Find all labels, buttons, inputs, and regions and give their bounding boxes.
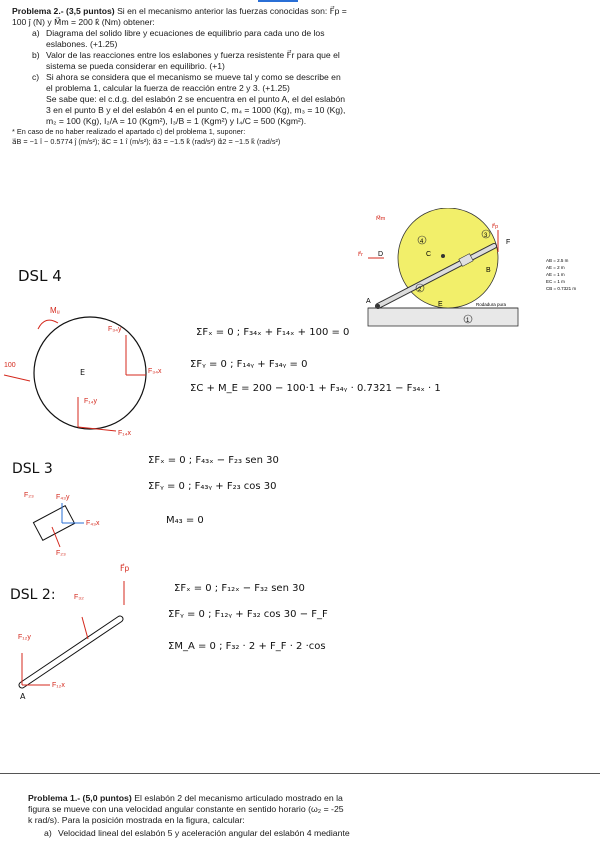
item-c-data-2: 3 en el punto B y el del eslabón 4 en el punto C, m₄ = 1000 (Kg), m₃ = 10 (Kg),: [46, 105, 346, 115]
force-mm: M⃗m: [376, 216, 386, 222]
dsl4-f34x: F₃₄x: [148, 368, 162, 375]
dsl4-left-arrow: [4, 375, 30, 381]
item-c-text-2: el problema 1, calcular la fuerza de reacción entre 2 y 3. (+1.25): [46, 83, 290, 93]
dsl3-eq3: M₄₃ = 0: [166, 515, 204, 526]
dsl4-f34y: F₃₄y: [108, 326, 122, 333]
item-c-label: c): [32, 72, 40, 82]
dsl3-f23-arrow: [52, 527, 60, 547]
dsl2-f12y: F₁₂y: [18, 634, 31, 641]
problem-2-intro: [12, 6, 424, 17]
dsl3-eq1: ΣFₓ = 0 ; F₄₃ₓ − F₂₃ sen 30: [148, 455, 279, 466]
problem-1-text-2: figura se mueve con una velocidad angular constante en sentido horario (ω₂ = -25: [28, 804, 344, 814]
dsl3-title: DSL 3: [12, 461, 53, 477]
blue-mark: [258, 0, 298, 2]
dsl4-mu-arrow: [38, 320, 58, 329]
link-3-number: 3: [484, 233, 488, 239]
problem-2-intro-1: Si en el mecanismo anterior las fuerzas conocidas son: F⃗p =: [117, 6, 347, 16]
dsl4-title: DSL 4: [18, 267, 62, 285]
dsl2-link-inner: [22, 619, 120, 685]
top-strip: [0, 0, 600, 4]
page-divider: [0, 773, 600, 774]
item-a: [32, 28, 424, 50]
item-c-data-1: Se sabe que: el c.d.g. del eslabón 2 se encuentra en el punto A, el del eslabón: [46, 94, 346, 104]
problem-2-intro-2: 100 ĵ (N) y M⃗m = 200 k̂ (Nm) obtener:: [12, 17, 155, 27]
dsl2-fp: F⃗p: [120, 564, 130, 573]
label-e: E: [438, 301, 443, 308]
item-b: [32, 50, 424, 72]
dsl4-e: E: [80, 368, 86, 377]
note-1: * En caso de no haber realizado el apartado c) del problema 1, suponer:: [12, 127, 246, 136]
force-fp: F⃗p: [492, 224, 499, 230]
ground-text: Rodadura pura: [476, 302, 507, 307]
dsl2-eq2: ΣFᵧ = 0 ; F₁₂ᵧ + F₃₂ cos 30 − F_F: [168, 609, 328, 620]
dsl3-f43y: F₄₃y: [56, 494, 70, 501]
dsl4-f14y: F₁₄y: [84, 398, 97, 405]
dsl3-f23b: F₂₃: [56, 550, 66, 557]
note-2: a⃗B = −1 î − 0.5774 ĵ (m/s²); a⃗C = 1 î (m/s²); α⃗3 = −1.5 k̂ (rad/s²) α⃗2 = −1.5 k̂ (rad/s²): [12, 136, 281, 146]
problem-1-text-1: El eslabón 2 del mecanismo articulado mostrado en la: [134, 793, 343, 803]
dim-2: AE = 1 m: [546, 272, 565, 277]
dim-3: EC = 1 m: [546, 279, 565, 284]
dsl3-eq2: ΣFᵧ = 0 ; F₄₃ᵧ + F₂₃ cos 30: [148, 481, 277, 492]
problem-1-item-a-label: a): [44, 828, 52, 838]
dsl4-eq2: ΣFᵧ = 0 ; F₁₄ᵧ + F₃₄ᵧ = 0: [190, 359, 308, 370]
dsl4-eq1: ΣFₓ = 0 ; F₃₄ₓ + F₁₄ₓ + 100 = 0: [196, 327, 350, 338]
label-a: A: [366, 298, 371, 305]
dsl4-wheel: [34, 317, 146, 429]
item-b-text-2: sistema se pueda considerar en equilibrio. (+1): [46, 61, 225, 71]
label-c: C: [426, 251, 432, 258]
label-f: F: [506, 239, 511, 246]
problem-1-title: Problema 1.- (5,0 puntos): [28, 793, 132, 803]
dsl3-f43x: F₄₃x: [86, 520, 100, 527]
problem-1-text-3: k rad/s). Para la posición mostrada en la figura, calcular:: [28, 815, 245, 825]
dsl2-f32: F₃₂: [74, 594, 84, 601]
dim-0: AB = 2.5 m: [546, 258, 569, 263]
problem-1-item-a-text: Velocidad lineal del eslabón 5 y aceleración angular del eslabón 4 mediante: [58, 828, 350, 838]
problem-2-title: Problema 2.- (3,5 puntos): [12, 6, 115, 16]
dsl3-f23: F₂₃: [24, 492, 34, 499]
label-d: D: [378, 251, 384, 258]
item-c: [32, 72, 424, 127]
item-a-text-1: Diagrama del solido libre y ecuaciones de equilibrio para cada uno de los: [46, 28, 325, 38]
dsl2-f32-arrow: [82, 617, 88, 639]
ground-number: 1: [466, 318, 470, 324]
label-b: B: [486, 267, 491, 274]
dsl2-title: DSL 2:: [10, 587, 56, 603]
link-2-number: 2: [418, 287, 422, 293]
item-b-label: b): [32, 50, 40, 60]
dsl2-eq3: ΣM_A = 0 ; F₃₂ · 2 + F_F · 2 ·cos: [168, 641, 326, 652]
problem-1-statement: [28, 793, 440, 839]
dsl2-f12x: F₁₂x: [52, 682, 65, 689]
problem-2-statement: [12, 6, 424, 146]
dsl2-label-a: A: [20, 692, 26, 701]
dsl2-eq1: ΣFₓ = 0 ; F₁₂ₓ − F₃₂ sen 30: [174, 583, 305, 594]
item-c-data-3: m₂ = 100 (Kg), I₂/A = 10 (Kgm²), I₃/B = 1 (Kgm²) y I₄/C = 500 (Kgm²).: [46, 116, 307, 126]
handwritten-solution: [0, 255, 600, 715]
dsl4-eq3: ΣC + M_E = 200 − 100·1 + F₃₄ᵧ · 0.7321 − F₃₄ₓ · 1: [190, 383, 441, 394]
item-a-label: a): [32, 28, 40, 38]
item-a-text-2: eslabones. (+1.25): [46, 39, 118, 49]
item-b-text-1: Valor de las reacciones entre los eslabones y fuerza resistente F⃗r para que el: [46, 50, 340, 60]
force-fr: F⃗r: [358, 252, 363, 258]
dsl4-f14x: F₁₄x: [118, 430, 131, 437]
problem-1-line-1: [28, 793, 440, 804]
link-4-number: 4: [420, 239, 424, 245]
problem-1-item-a: [44, 828, 440, 839]
dsl4-left-force: 100: [4, 362, 16, 369]
item-c-text-1: Si ahora se considera que el mecanismo se mueve tal y como se describe en: [46, 72, 341, 82]
dim-4: CB = 0.7321 m: [546, 286, 577, 291]
dsl4-mu: Mᵤ: [50, 306, 60, 315]
dim-1: AE = 2 m: [546, 265, 565, 270]
